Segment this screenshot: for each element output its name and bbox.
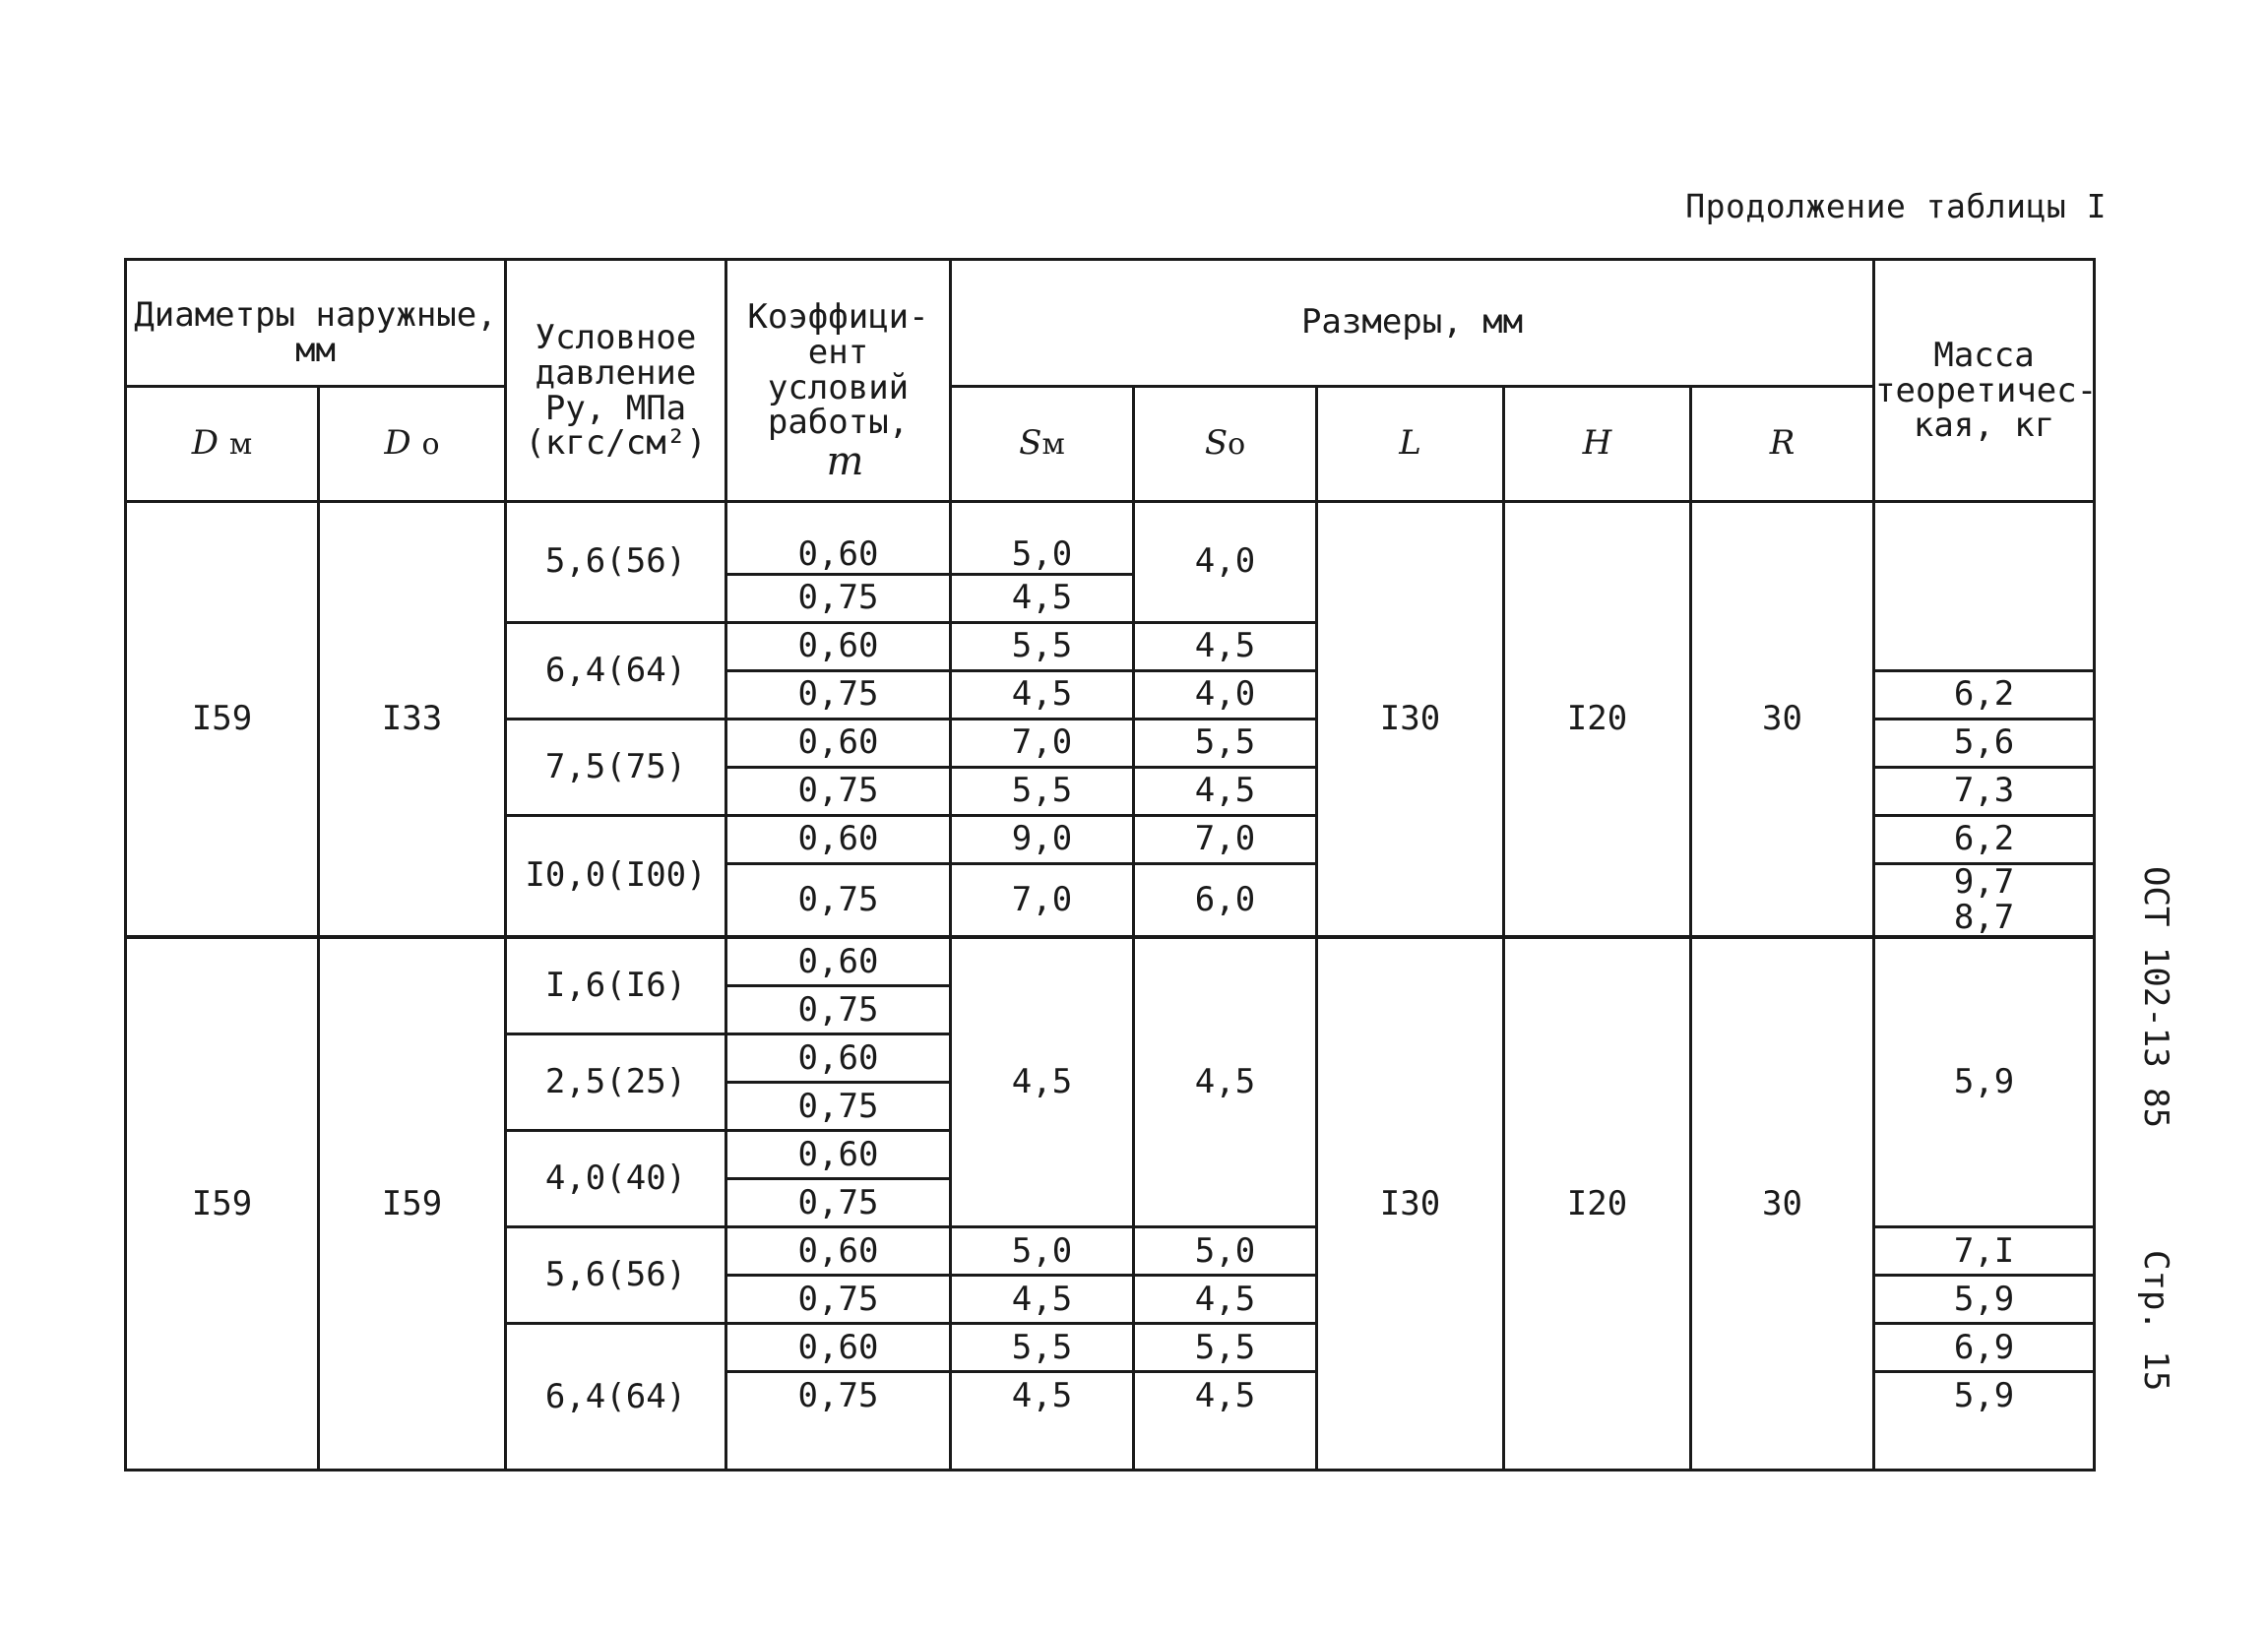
g1-so-2: 4,5 xyxy=(1134,623,1317,671)
do-symbol: D xyxy=(384,423,411,464)
header-coefficient-symbol: m xyxy=(826,438,864,484)
header-l: L xyxy=(1317,387,1504,502)
g2-m-6: 0,75 xyxy=(726,1179,951,1227)
header-sm xyxy=(951,387,1134,502)
g2-so-4: 4,5 xyxy=(1134,1372,1317,1471)
g1-l: I30 xyxy=(1317,502,1504,938)
g1-do: I33 xyxy=(319,502,506,938)
g1-so-3: 4,0 xyxy=(1134,671,1317,720)
g1-mass-blank xyxy=(1874,502,2095,671)
dm-subscript: м xyxy=(228,427,253,463)
g1-r: 30 xyxy=(1691,502,1874,938)
do-subscript: о xyxy=(421,427,440,463)
g2-mass-3: 6,9 xyxy=(1874,1324,2095,1372)
g1-so-6: 7,0 xyxy=(1134,816,1317,864)
so-symbol: S xyxy=(1204,423,1228,464)
g2-dm: I59 xyxy=(126,937,319,1471)
g2-so-common: 4,5 xyxy=(1134,937,1317,1227)
g2-pressure-2: 2,5(25) xyxy=(506,1034,726,1131)
g1-pressure-3: 7,5(75) xyxy=(506,720,726,816)
g2-m-7: 0,60 xyxy=(726,1227,951,1276)
g2-do: I59 xyxy=(319,937,506,1471)
header-diameters: Диаметры наружные, мм xyxy=(126,260,506,387)
g1-mass-5b: 8,7 xyxy=(1953,897,2015,937)
g2-mass-4: 5,9 xyxy=(1874,1372,2095,1471)
g1-mass-5 xyxy=(1874,864,2095,938)
g2-mass-1: 7,I xyxy=(1874,1227,2095,1276)
g2-r: 30 xyxy=(1691,937,1874,1471)
g2-so-2: 4,5 xyxy=(1134,1276,1317,1324)
g2-pressure-5: 6,4(64) xyxy=(506,1324,726,1471)
g1-m-4: 0,75 xyxy=(726,671,951,720)
header-coefficient-label: Коэффици-ент условий работы, xyxy=(747,297,929,443)
header-h: H xyxy=(1504,387,1691,502)
header-do xyxy=(319,387,506,502)
g1-mass-5a: 9,7 xyxy=(1953,862,2015,902)
g1-m-8: 0,75 xyxy=(726,864,951,938)
g2-m-3: 0,60 xyxy=(726,1034,951,1083)
so-subscript: о xyxy=(1228,427,1246,463)
g2-sm-3: 5,5 xyxy=(951,1324,1134,1372)
g2-h: I20 xyxy=(1504,937,1691,1471)
g1-pressure-2: 6,4(64) xyxy=(506,623,726,720)
g1-dm: I59 xyxy=(126,502,319,938)
g1-h: I20 xyxy=(1504,502,1691,938)
g1-so-1: 4,0 xyxy=(1134,502,1317,623)
g2-m-2: 0,75 xyxy=(726,986,951,1034)
g2-l: I30 xyxy=(1317,937,1504,1471)
g1-m-3: 0,60 xyxy=(726,623,951,671)
header-coefficient xyxy=(726,260,951,502)
g1-m-1: 0,60 xyxy=(726,502,951,575)
g1-pressure-4: I0,0(I00) xyxy=(506,816,726,938)
header-mass: Масса теоретичес-кая, кг xyxy=(1874,260,2095,502)
g2-so-3: 5,5 xyxy=(1134,1324,1317,1372)
g1-m-6: 0,75 xyxy=(726,768,951,816)
g1-m-7: 0,60 xyxy=(726,816,951,864)
side-stamp xyxy=(2136,866,2195,1392)
g1-so-5: 4,5 xyxy=(1134,768,1317,816)
g1-so-7: 6,0 xyxy=(1134,864,1317,938)
g1-sm-6: 5,5 xyxy=(951,768,1134,816)
sm-symbol: S xyxy=(1019,423,1042,464)
g1-sm-7: 9,0 xyxy=(951,816,1134,864)
g1-sm-4: 4,5 xyxy=(951,671,1134,720)
g2-sm-1: 5,0 xyxy=(951,1227,1134,1276)
g2-m-1: 0,60 xyxy=(726,937,951,986)
pipe-parameters-table xyxy=(124,258,2096,1471)
header-sizes: Размеры, мм xyxy=(951,260,1874,387)
g1-mass-1: 6,2 xyxy=(1874,671,2095,720)
header-r: R xyxy=(1691,387,1874,502)
sm-subscript: м xyxy=(1041,427,1065,463)
g2-pressure-1: I,6(I6) xyxy=(506,937,726,1034)
g1-sm-1: 5,0 xyxy=(951,502,1134,575)
g1-mass-2: 5,6 xyxy=(1874,720,2095,768)
table-caption: Продолжение таблицы I xyxy=(1685,187,2107,225)
g2-mass-2: 5,9 xyxy=(1874,1276,2095,1324)
g2-m-4: 0,75 xyxy=(726,1083,951,1131)
g1-sm-8: 7,0 xyxy=(951,864,1134,938)
doc-code: ОСТ 102-13 85 xyxy=(2136,866,2175,1129)
g2-sm-2: 4,5 xyxy=(951,1276,1134,1324)
g2-sm-common: 4,5 xyxy=(951,937,1134,1227)
header-dm xyxy=(126,387,319,502)
dm-symbol: D xyxy=(191,423,220,464)
g1-sm-2: 4,5 xyxy=(951,575,1134,623)
g2-m-8: 0,75 xyxy=(726,1276,951,1324)
header-so xyxy=(1134,387,1317,502)
g2-pressure-4: 5,6(56) xyxy=(506,1227,726,1324)
g1-m-2: 0,75 xyxy=(726,575,951,623)
g2-pressure-3: 4,0(40) xyxy=(506,1131,726,1227)
header-pressure: Условное давление Ру, МПа (кгс/см²) xyxy=(506,260,726,502)
g1-so-4: 5,5 xyxy=(1134,720,1317,768)
g2-sm-4: 4,5 xyxy=(951,1372,1134,1471)
g1-pressure-1: 5,6(56) xyxy=(506,502,726,623)
g1-sm-5: 7,0 xyxy=(951,720,1134,768)
g1-m-5: 0,60 xyxy=(726,720,951,768)
page-number: Стр. 15 xyxy=(2136,1250,2175,1392)
g1-sm-3: 5,5 xyxy=(951,623,1134,671)
g2-so-1: 5,0 xyxy=(1134,1227,1317,1276)
g2-mass-common: 5,9 xyxy=(1874,937,2095,1227)
g2-m-5: 0,60 xyxy=(726,1131,951,1179)
g1-mass-3: 7,3 xyxy=(1874,768,2095,816)
g2-m-9: 0,60 xyxy=(726,1324,951,1372)
g1-mass-4: 6,2 xyxy=(1874,816,2095,864)
g2-m-10: 0,75 xyxy=(726,1372,951,1471)
